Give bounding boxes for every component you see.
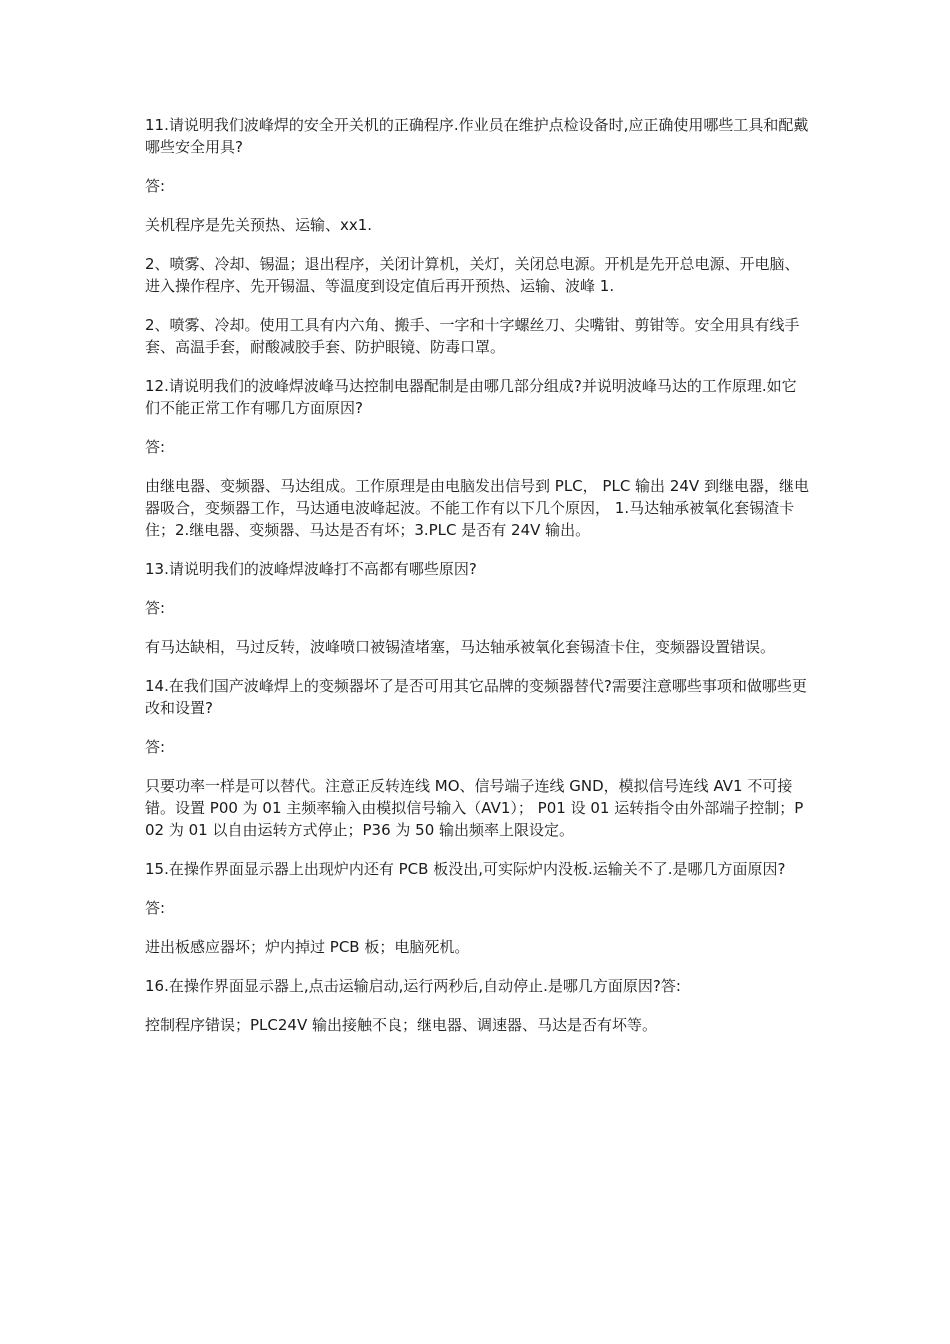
answer-label-15: 答: — [145, 899, 166, 917]
question-14: 14.在我们国产波峰焊上的变频器坏了是否可用其它品牌的变频器替代?需要注意哪些事项和做哪些更改和设置? — [145, 677, 807, 717]
answer-label-14: 答: — [145, 738, 166, 756]
answer-15: 进出板感应器坏；炉内掉过 PCB 板；电脑死机。 — [145, 938, 470, 956]
question-16: 16.在操作界面显示器上,点击运输启动,运行两秒后,自动停止.是哪几方面原因?答: — [145, 977, 681, 995]
question-11: 11.请说明我们波峰焊的安全开关机的正确程序.作业员在维护点检设备时,应正确使用哪些工具和配戴哪些安全用具? — [145, 116, 809, 156]
answer-label-12: 答: — [145, 438, 166, 456]
answer-14: 只要功率一样是可以替代。注意正反转连线 MO、信号端子连线 GND，模拟信号连线 AV1 不可接错。设置 P00 为 01 主频率输入由模拟信号输入（AV1）； P01 设 01 运转指令由外部端子控制；P02 为 01 以自由运转方式停止；P36 为 50 输出频率上限设定。 — [145, 777, 804, 839]
answer-12: 由继电器、变频器、马达组成。工作原理是由电脑发出信号到 PLC， PLC 输出 24V 到继电器，继电器吸合，变频器工作，马达通电波峰起波。不能工作有以下几个原因， 1.马达轴承被氧化套锡渣卡住；2.继电器、变频器、马达是否有坏；3.PLC 是否有 24V 输出。 — [145, 477, 809, 539]
answer-11-part-1: 关机程序是先关预热、运输、xx1. — [145, 216, 373, 234]
question-15: 15.在操作界面显示器上出现炉内还有 PCB 板没出,可实际炉内没板.运输关不了.是哪几方面原因? — [145, 860, 786, 878]
question-13: 13.请说明我们的波峰焊波峰打不高都有哪些原因? — [145, 560, 477, 578]
answer-11-part-2: 2、喷雾、冷却、锡温；退出程序，关闭计算机，关灯，关闭总电源。开机是先开总电源、开电脑、进入操作程序、先开锡温、等温度到设定值后再开预热、运输、波峰 1. — [145, 255, 800, 295]
answer-13: 有马达缺相，马过反转，波峰喷口被锡渣堵塞，马达轴承被氧化套锡渣卡住，变频器设置错误。 — [145, 638, 776, 656]
question-12: 12.请说明我们的波峰焊波峰马达控制电器配制是由哪几部分组成?并说明波峰马达的工作原理.如它们不能正常工作有哪几方面原因? — [145, 377, 797, 417]
answer-16: 控制程序错误；PLC24V 输出接触不良；继电器、调速器、马达是否有坏等。 — [145, 1016, 657, 1034]
document-page — [145, 114, 809, 1053]
answer-label-11: 答: — [145, 177, 166, 195]
answer-11-part-3: 2、喷雾、冷却。使用工具有内六角、搬手、一字和十字螺丝刀、尖嘴钳、剪钳等。安全用具有线手套、高温手套，耐酸减胶手套、防护眼镜、防毒口罩。 — [145, 316, 800, 356]
answer-label-13: 答: — [145, 599, 166, 617]
